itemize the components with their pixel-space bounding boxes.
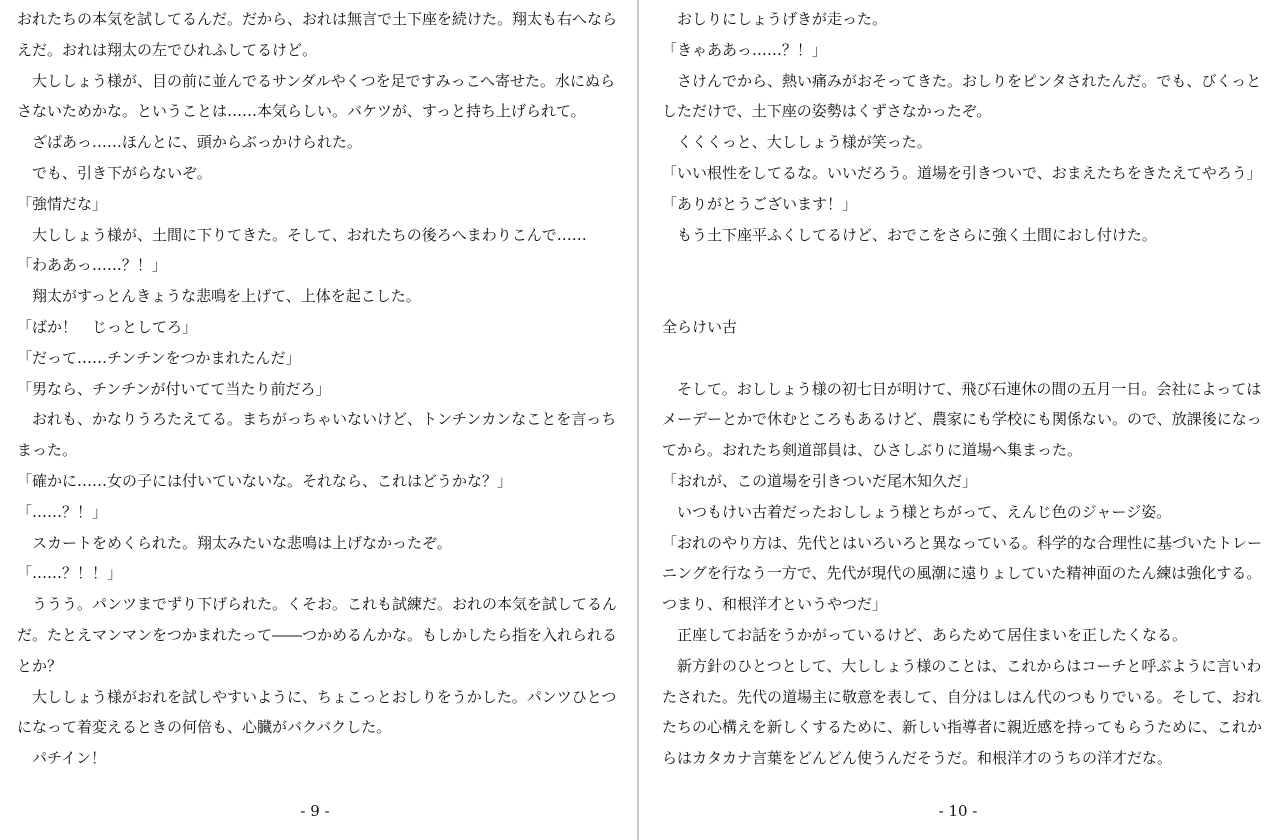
text-line: 「いい根性をしてるな。いいだろう。道場を引きついで、おまえたちをきたえてやろう」	[662, 163, 1262, 182]
text-line: くくくっと、大ししょう様が笑った。	[662, 133, 932, 152]
text-line: ううう。パンツまでずり下げられた。くそお。これも試練だ。おれの本気を試してるん	[17, 595, 618, 614]
text-line: しただけで、土下座の姿勢はくずさなかったぞ。	[662, 102, 992, 121]
text-line: 大ししょう様がおれを試しやすいように、ちょこっとおしりをうかした。パンツひとつ	[17, 687, 617, 706]
text-line: ニングを行なう一方で、先代が現代の風潮に遠りょしていた精神面のたん練は強化する。	[662, 564, 1262, 583]
text-line: 「強情だな」	[17, 194, 108, 213]
text-line: パチイン！	[17, 749, 106, 768]
text-line: えだ。おれは翔太の左でひれふしてるけど。	[17, 40, 318, 59]
text-line: 翔太がすっとんきょうな悲鳴を上げて、上体を起こした。	[17, 287, 421, 306]
text-line: 「わああっ……？！」	[17, 256, 167, 275]
text-line: つまり、和根洋才というやつだ」	[662, 595, 888, 614]
page-divider	[637, 0, 639, 840]
text-line: そして。おししょう様の初七日が明けて、飛び石連休の間の五月一日。会社によっては	[662, 379, 1262, 398]
text-line: 「おれのやり方は、先代とはいろいろと異なっている。科学的な合理性に基づいたトレー	[662, 533, 1263, 552]
text-line: ざばあっ……ほんとに、頭からぶっかけられた。	[17, 133, 362, 152]
text-line	[662, 250, 1272, 281]
text-line: もう土下座平ふくしてるけど、おでこをさらに強く土間におし付けた。	[662, 225, 1157, 244]
text-line: らはカタカナ言葉をどんどん使うんだそうだ。和根洋才のうちの洋才だな。	[662, 749, 1173, 768]
page-10	[640, 0, 1280, 840]
text-line: だ。たとえマンマンをつかまれたって――つかめるんかな。もしかしたら指を入れられる	[17, 625, 618, 644]
text-line: 「おれが、この道場を引きついだ尾木知久だ」	[662, 471, 978, 490]
text-line: てから。おれたち剣道部員は、ひさしぶりに道場へ集まった。	[662, 441, 1083, 460]
text-line: メーデーとかで休むところもあるけど、農家にも学校にも関係ない。ので、放課後になっ	[662, 410, 1262, 429]
text-line: 大ししょう様が、土間に下りてきた。そして、おれたちの後ろへまわりこんで……	[17, 225, 587, 244]
text-line	[662, 343, 1272, 374]
text-line: まった。	[17, 441, 78, 460]
text-line: おしりにしょうげきが走った。	[662, 10, 888, 28]
text-line: さないためかな。ということは……本気らしい。バケツが、すっと持ち上げられて。	[17, 102, 586, 121]
text-line: 大ししょう様が、目の前に並んでるサンダルやくつを足ですみっこへ寄せた。水にぬら	[17, 71, 616, 90]
text-line: 「きゃああっ……？！」	[662, 40, 827, 59]
text-line: でも、引き下がらないぞ。	[17, 163, 212, 182]
text-line: おれも、かなりうろたえてる。まちがっちゃいないけど、トンチンカンなことを言っち	[17, 410, 617, 429]
text-line: おれたちの本気を試してるんだ。だから、おれは無言で土下座を続けた。翔太も右へなら	[17, 10, 618, 28]
text-line: たされた。先代の道場主に敬意を表して、自分はしはん代のつもりでいる。そして、おれ	[662, 687, 1262, 706]
text-line: いつもけい古着だったおししょう様とちがって、えんじ色のジャージ姿。	[662, 502, 1172, 521]
text-line: 「ありがとうございます！」	[662, 194, 858, 213]
text-line: 「ばか！ じっとしてろ」	[17, 317, 198, 336]
page-body	[17, 4, 627, 774]
text-line: になって着変えるときの何倍も、心臓がバクバクした。	[17, 718, 392, 737]
text-line: 「……？！！」	[17, 564, 123, 583]
page-number: - 10 -	[938, 802, 978, 820]
text-line: 正座してお話をうかがっているけど、あらためて居住まいを正したくなる。	[662, 625, 1188, 644]
text-line: スカートをめくられた。翔太みたいな悲鳴は上げなかったぞ。	[17, 533, 452, 552]
page-number: - 9 -	[300, 802, 330, 820]
page-9	[0, 0, 637, 840]
text-line	[662, 281, 1272, 312]
text-line: さけんでから、熱い痛みがおそってきた。おしりをピンタされたんだ。でも、びくっと	[662, 71, 1262, 90]
text-line: とか？	[17, 656, 63, 675]
text-line: 「だって……チンチンをつかまれたんだ」	[17, 348, 301, 367]
text-line: 新方針のひとつとして、大ししょう様のことは、これからはコーチと呼ぶように言いわ	[662, 656, 1262, 675]
text-line: たちの心構えを新しくするために、新しい指導者に親近感を持ってもらうために、これか	[662, 718, 1263, 737]
text-line: 「……？！」	[17, 502, 108, 521]
text-line: 「男なら、チンチンが付いてて当たり前だろ」	[17, 379, 331, 398]
section-heading: 全らけい古	[662, 317, 738, 336]
text-line: 「確かに……女の子には付いていないな。それなら、これはどうかな？」	[17, 471, 513, 490]
page-body	[662, 4, 1272, 774]
